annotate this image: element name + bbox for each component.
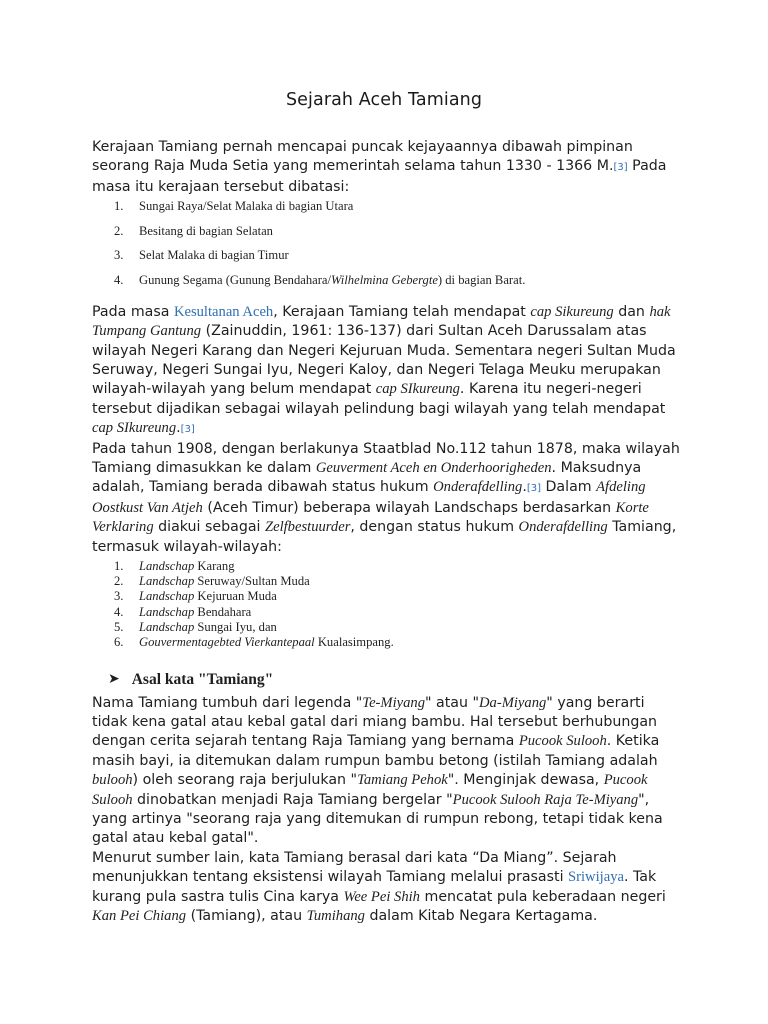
text-run: . Maksudnya adalah, Tamiang berada dibawah status hukum	[92, 459, 642, 496]
italic-term: Tamiang Pehok	[357, 772, 448, 789]
text-run: Kerajaan Tamiang pernah mencapai puncak kejayaannya dibawah pimpinan seorang Raja Muda Setia yang memerintah selama tahun 1330 - 1366 M.	[92, 139, 633, 175]
italic-term: hak Tumpang Gantung	[92, 303, 671, 340]
list-item	[92, 559, 684, 574]
list-item	[92, 589, 684, 604]
list-number: 2.	[114, 223, 124, 238]
italic-term: Onderafdelling	[518, 519, 608, 536]
text-run: (Aceh Timur) beberapa wilayah Landschaps berdasarkan	[202, 499, 616, 516]
list-item	[92, 635, 684, 650]
section-heading	[92, 670, 684, 689]
text-run: diakui sebagai	[153, 519, 265, 536]
list-item	[92, 605, 684, 620]
text-run: dan	[613, 303, 650, 320]
list-item	[92, 224, 684, 238]
list-item	[92, 199, 684, 213]
text-run: . Tak kurang pula sastra tulis Cina karya	[92, 869, 657, 905]
italic-term: Tumihang	[306, 908, 365, 925]
list-number: 3.	[114, 589, 124, 604]
document-body	[92, 138, 684, 927]
italic-term: Te-Miyang	[362, 694, 425, 711]
italic-term: cap SIkureung	[375, 381, 460, 398]
list-text: ) di bagian Barat.	[437, 272, 526, 287]
link-sriwijaya[interactable]: Sriwijaya	[568, 869, 624, 886]
landschap-list	[92, 559, 684, 650]
text-run: , Kerajaan Tamiang telah mendapat	[273, 303, 531, 320]
italic-term: cap Sikureung	[530, 303, 614, 320]
text-run: .	[176, 420, 181, 437]
list-number: 5.	[114, 619, 124, 634]
text-run: (Tamiang), atau	[186, 908, 307, 925]
citation-link[interactable]: [3]	[180, 424, 195, 436]
italic-term: Pucook Sulooh Raja Te-Miyang	[452, 791, 639, 808]
italic-term: Korte Verklaring	[92, 499, 649, 536]
list-number: 2.	[114, 574, 124, 589]
text-run: Menurut sumber lain, kata Tamiang berasal dari kata “Da Miang”. Sejarah menunjukkan tentang eksistensi wilayah Tamiang melalui prasasti	[92, 849, 617, 886]
boundary-list	[92, 199, 684, 287]
italic-term: Wee Pei Shih	[343, 888, 420, 905]
text-run: Pada masa itu kerajaan tersebut dibatasi:	[92, 158, 667, 195]
text-run: dalam Kitab Negara Kertagama.	[364, 908, 598, 925]
italic-term: Landschap	[139, 619, 195, 634]
italic-term: Gouvermentagebted Vierkantepaal	[139, 635, 315, 650]
text-run: ", yang artinya "seorang raja yang ditemukan di rumpun rebong, tetapi tidak kena gatal atau kebal gatal".	[92, 791, 663, 847]
list-text: Sungai Raya/Selat Malaka di bagian Utara	[139, 199, 354, 214]
italic-term: Landschap	[139, 589, 195, 604]
italic-term: Landschap	[139, 559, 195, 573]
text-run: . Karena itu negeri-negeri tersebut dijadikan sebagai wilayah pelindung bagi wilayah yang telah mendapat	[92, 381, 666, 417]
list-text: Bendahara	[194, 604, 252, 619]
list-number: 1.	[114, 199, 124, 214]
italic-term: bulooh	[92, 772, 133, 789]
italic-term: Landschap	[139, 604, 195, 619]
text-run: , dengan status hukum	[350, 519, 519, 536]
list-text: Seruway/Sultan Muda	[194, 574, 310, 589]
list-text: Besitang di bagian Selatan	[139, 223, 273, 238]
text-run: ". Menginjak dewasa,	[447, 772, 604, 789]
italic-term: Kan Pei Chiang	[92, 908, 187, 925]
list-number: 3.	[114, 248, 124, 263]
text-run: (Zainuddin, 1961: 136-137) dari Sultan Aceh Darussalam atas wilayah Negeri Karang dan Negeri Kejuruan Muda. Sementara negeri Sultan Muda Seruway, Negeri Sungai Iyu, Negeri Kaloy, dan Negeri Telaga Meuku merupakan wilayah-wilayah yang belum mendapat	[92, 323, 676, 398]
citation-link[interactable]: [3]	[613, 162, 628, 174]
list-text: Kualasimpang.	[314, 635, 394, 650]
text-run: ) oleh seorang raja berjulukan "	[132, 772, 358, 789]
paragraph-intro	[92, 138, 684, 197]
text-run: . Ketika masih bayi, ia ditemukan dalam rumpun bambu betong (istilah Tamiang adalah	[92, 733, 660, 769]
text-run: " yang berarti tidak kena gatal atau kebal gatal dari miang bambu. Hal tersebut berhubungan dengan cerita sejarah tentang Raja Tamiang yang bernama	[92, 694, 658, 750]
italic-term: Da-Miyang	[479, 694, 547, 711]
list-number: 1.	[114, 559, 124, 573]
link-kesultanan-aceh[interactable]: Kesultanan Aceh	[173, 303, 274, 320]
page-title: Sejarah Aceh Tamiang	[285, 90, 483, 110]
list-text: Karang	[194, 559, 235, 573]
arrow-bullet-icon: ➤	[108, 672, 120, 688]
italic-term: Pucook Sulooh	[92, 772, 648, 808]
italic-term: Pucook Sulooh	[518, 733, 607, 750]
list-item	[92, 273, 684, 287]
list-item	[92, 574, 684, 589]
text-run: .	[522, 479, 527, 496]
text-run: " atau "	[425, 694, 480, 711]
text-run: Pada masa	[92, 303, 174, 320]
text-run: Dalam	[541, 479, 597, 496]
list-item	[92, 620, 684, 635]
list-number: 4.	[114, 604, 124, 619]
list-text: Kejuruan Muda	[194, 589, 277, 604]
italic-term: Landschap	[139, 574, 195, 589]
list-text: Sungai Iyu, dan	[194, 619, 277, 634]
italic-term: Geuverment Aceh en Onderhoorigheden	[315, 459, 552, 476]
section-heading-text: Asal kata "Tamiang"	[131, 671, 274, 689]
text-run: Nama Tamiang tumbuh dari legenda "	[92, 694, 363, 711]
text-run: Tamiang, termasuk wilayah-wilayah:	[92, 519, 677, 555]
list-item	[92, 248, 684, 262]
paragraph-1908	[92, 440, 684, 557]
italic-term: Wilhelmina Gebergte	[331, 272, 438, 287]
list-number: 6.	[114, 635, 124, 650]
italic-term: cap SIkureung	[92, 420, 177, 437]
list-text: Selat Malaka di bagian Timur	[139, 248, 289, 263]
paragraph-other-source	[92, 849, 684, 927]
italic-term: Zelfbestuurder	[264, 519, 351, 536]
citation-link[interactable]: [3]	[526, 483, 541, 495]
italic-term: Onderafdelling	[433, 479, 523, 496]
list-number: 4.	[114, 272, 124, 287]
text-run: mencatat pula keberadaan negeri	[419, 888, 666, 905]
paragraph-origin	[92, 694, 684, 849]
list-text: Gunung Segama (Gunung Bendahara/	[139, 272, 332, 287]
text-run: Pada tahun 1908, dengan berlakunya Staatblad No.112 tahun 1878, maka wilayah Tamiang dimasukkan ke dalam	[92, 440, 680, 476]
text-run: dinobatkan menjadi Raja Tamiang bergelar "	[132, 791, 453, 808]
paragraph-kesultanan	[92, 303, 684, 440]
italic-term: Afdeling Oostkust Van Atjeh	[92, 479, 646, 516]
